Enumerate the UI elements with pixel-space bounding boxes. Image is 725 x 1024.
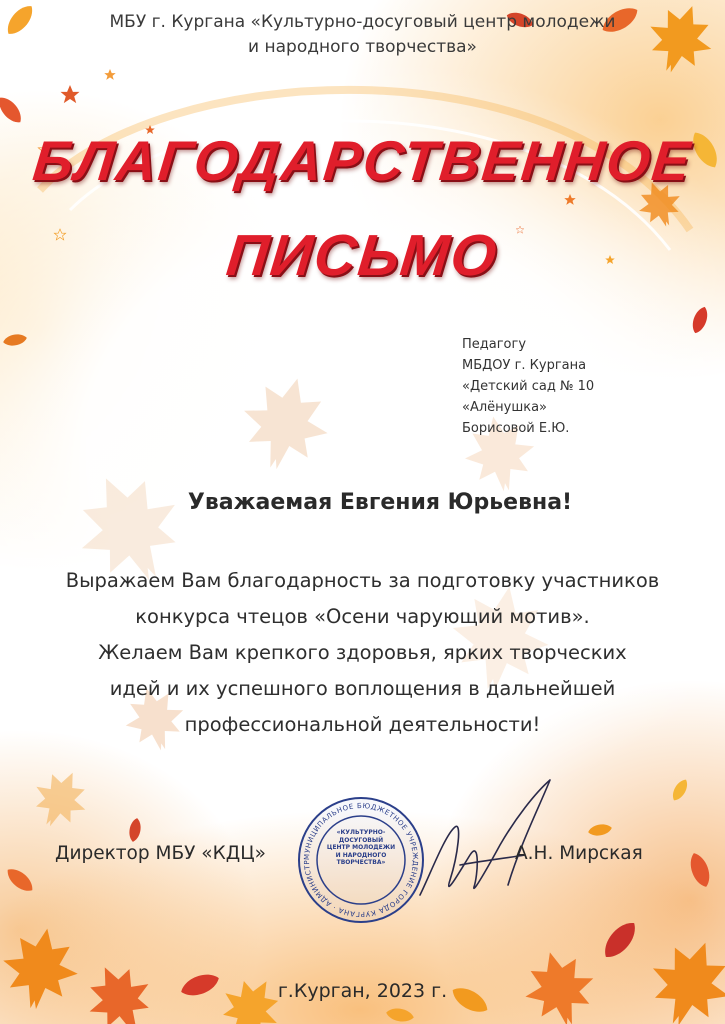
gratitude-text [0,563,725,743]
recipient-line: «Детский сад № 10 [462,379,595,394]
recipient-block [462,334,594,439]
gratitude-line: профессиональной деятельности! [184,713,541,736]
recipient-line: «Алёнушка» [462,400,548,415]
seal-text-line: «КУЛЬТУРНО- [336,829,386,836]
seal-text-line: ЦЕНТР МОЛОДЕЖИ [326,844,396,851]
seal-center-text [324,829,398,867]
issuer-line-2: и народного творчества» [248,37,477,57]
gratitude-line: Желаем Вам крепкого здоровья, ярких творческих [98,641,627,664]
certificate-title-line-1: БЛАГОДАРСТВЕННОЕ [30,129,695,192]
seal-text-line: ТВОРЧЕСТВА» [336,859,386,866]
gratitude-line: Выражаем Вам благодарность за подготовку участников [65,569,660,592]
certificate-title-line-2: ПИСЬМО [223,223,502,288]
greeting: Уважаемая Евгения Юрьевна! [187,490,573,515]
gratitude-line: конкурса чтецов «Осени чарующий мотив». [135,605,590,628]
director-name: А.Н. Мирская [515,843,643,864]
seal-text-line: И НАРОДНОГО [335,851,387,859]
issuer-header [0,10,725,60]
gratitude-line: идей и их успешного воплощения в дальнейшей [109,677,616,700]
seal-text-line: ДОСУГОВЫЙ [338,836,384,844]
seal-ring-text: МУНИЦИПАЛЬНОЕ БЮДЖЕТНОЕ УЧРЕЖДЕНИЕ ГОРОДА КУРГАНА · АДМИНИСТР [302,801,420,919]
recipient-line: Педагогу [462,337,527,352]
place-and-year: г.Курган, 2023 г. [277,980,448,1002]
recipient-line: МБДОУ г. Кургана [462,358,587,373]
issuer-line-1: МБУ г. Кургана «Культурно-досуговый центр молодежи [109,12,616,32]
director-position: Директор МБУ «КДЦ» [55,843,266,864]
recipient-line: Борисовой Е.Ю. [462,421,570,436]
